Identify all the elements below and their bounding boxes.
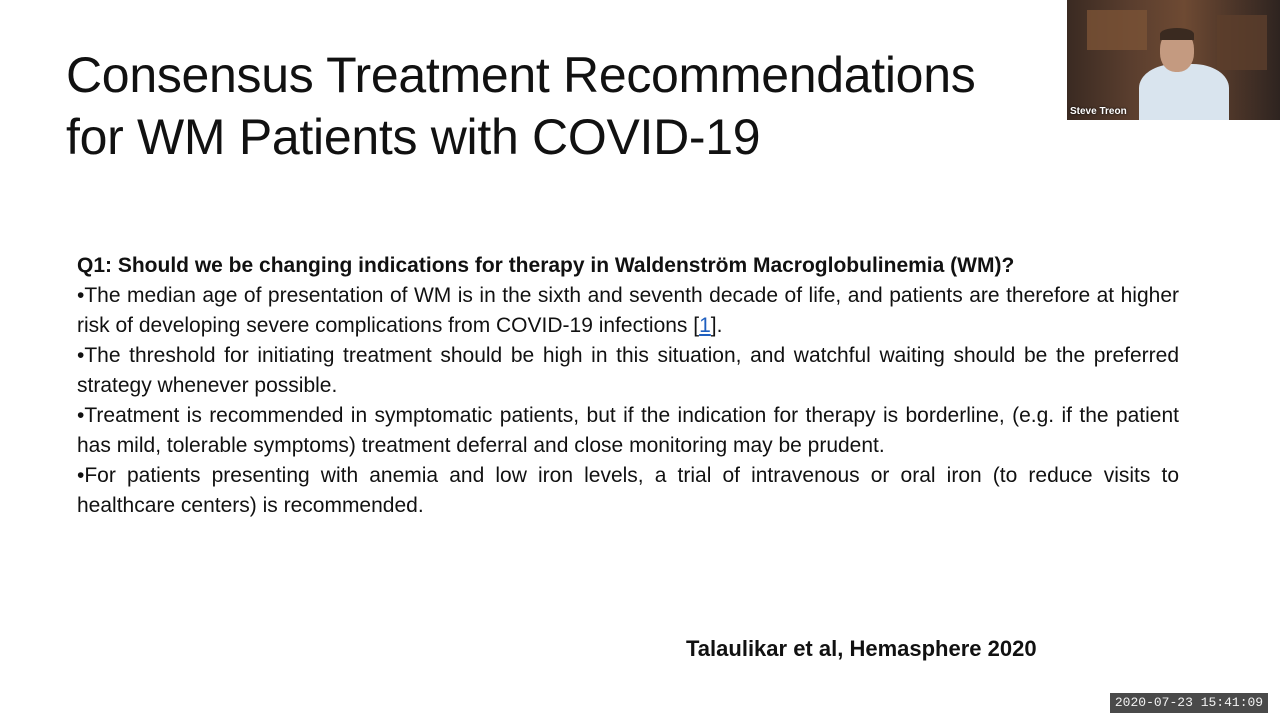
slide-title: [66, 44, 1046, 168]
video-background-shelf: [1087, 10, 1147, 50]
bullet-item: [77, 281, 1179, 341]
participant-video-tile[interactable]: [1067, 0, 1280, 120]
video-background-shelf: [1217, 15, 1267, 70]
bullet-text: •The median age of presentation of WM is in the sixth and seventh decade of life, and patients are therefore at higher risk of developing severe complications from COVID-19 infections [: [77, 284, 1179, 337]
slide-body: [77, 251, 1179, 521]
bullet-item: •Treatment is recommended in symptomatic patients, but if the indication for therapy is borderline, (e.g. if the patient has mild, tolerable symptoms) treatment deferral and close monitoring may be prudent.: [77, 404, 1179, 457]
participant-hair: [1160, 28, 1194, 40]
slide-title-line-2: for WM Patients with COVID-19: [66, 109, 761, 165]
bullet-item: •The threshold for initiating treatment should be high in this situation, and watchful waiting should be the preferred strategy whenever possible.: [77, 344, 1179, 397]
slide-title-line-1: Consensus Treatment Recommendations: [66, 47, 976, 103]
bullet-item: •For patients presenting with anemia and low iron levels, a trial of intravenous or oral iron (to reduce visits to healthcare centers) is recommended.: [77, 464, 1179, 517]
citation: Talaulikar et al, Hemasphere 2020: [686, 636, 1037, 661]
question-heading: Q1: Should we be changing indications for therapy in Waldenström Macroglobulinemia (WM)?: [77, 254, 1015, 277]
reference-link[interactable]: 1: [699, 314, 711, 337]
recording-timestamp: 2020-07-23 15:41:09: [1110, 693, 1268, 713]
participant-body: [1139, 64, 1229, 120]
participant-name: Steve Treon: [1070, 106, 1127, 117]
bullet-text-end: ].: [710, 314, 723, 337]
